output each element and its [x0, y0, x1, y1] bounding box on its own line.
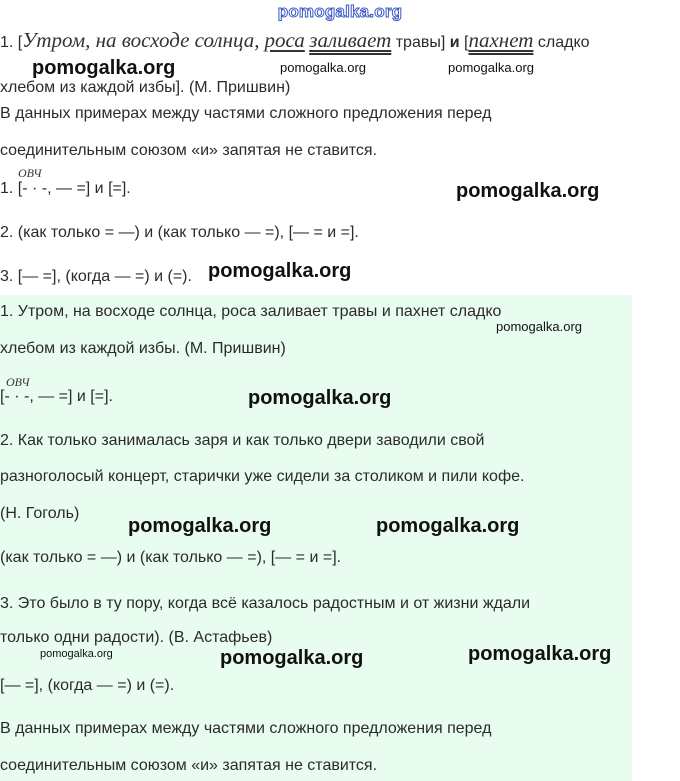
answer-2-scheme: (как только = —) и (как только — =), [— = и =]. — [0, 549, 342, 566]
watermark: pomogalka.org — [248, 387, 392, 409]
watermark: pomogalka.org — [128, 515, 272, 537]
answer-1-scheme-label: ОВЧ — [6, 375, 30, 389]
answer-2-line-3: (Н. Гоголь) — [0, 505, 80, 522]
answer-rule-line-2: соединительным союзом «и» запятая не ставится. — [0, 757, 378, 774]
watermark: pomogalka.org — [496, 319, 582, 334]
watermark: pomogalka.org — [376, 515, 520, 537]
answer-2-line-1: 2. Как только занималась заря и как только двери заводили свой — [0, 432, 485, 449]
predicate-2: пахнет — [468, 28, 534, 52]
scheme-2: 2. (как только = —) и (как только — =), [— = и =]. — [0, 224, 359, 241]
answer-3-scheme: [— =], (когда — =) и (=). — [0, 677, 175, 694]
watermark: pomogalka.org — [40, 648, 113, 660]
watermark: pomogalka.org — [280, 60, 366, 75]
answer-rule-line-1: В данных примерах между частями сложного предложения перед — [0, 720, 492, 737]
rule-line-2: соединительным союзом «и» запятая не ставится. — [0, 142, 378, 159]
rule-line-1: В данных примерах между частями сложного предложения перед — [0, 105, 492, 122]
answer-2-line-2: разноголосый концерт, старички уже сидели за столиком и пили кофе. — [0, 468, 525, 485]
sentence-1-tail: сладко — [533, 34, 590, 51]
scheme-1: 1. [- · -, — =] и [=]. — [0, 180, 131, 197]
adverbial-phrase: Утром, на восходе солнца, — [22, 28, 260, 52]
watermark: pomogalka.org — [208, 260, 352, 282]
answer-1-line-1: 1. Утром, на восходе солнца, роса заливает травы и пахнет сладко — [0, 303, 502, 320]
bracket-open: [ — [459, 34, 469, 51]
object-1: травы] — [391, 34, 450, 51]
watermark: pomogalka.org — [32, 57, 176, 79]
answer-panel — [0, 295, 632, 781]
answer-3-line-2: только одни радости). (В. Астафьев) — [0, 629, 273, 646]
sentence-1-number: 1. [ — [0, 34, 23, 51]
answer-1-scheme: [- · -, — =] и [=]. — [0, 388, 113, 405]
watermark: pomogalka.org — [456, 180, 600, 202]
predicate-1: заливает — [309, 28, 392, 52]
sentence-1-line-2: хлебом из каждой избы]. (М. Пришвин) — [0, 79, 291, 96]
conjunction: и — [449, 34, 460, 51]
watermark: pomogalka.org — [468, 643, 612, 665]
subject-1: роса — [264, 28, 305, 52]
scheme-3: 3. [— =], (когда — =) и (=). — [0, 268, 192, 285]
watermark-top: pomogalka.org — [277, 2, 403, 21]
sentence-1-line-1 — [0, 28, 590, 53]
watermark: pomogalka.org — [220, 647, 364, 669]
scheme-1-label: ОВЧ — [18, 166, 42, 180]
watermark: pomogalka.org — [448, 60, 534, 75]
answer-1-line-2: хлебом из каждой избы. (М. Пришвин) — [0, 340, 286, 357]
answer-3-line-1: 3. Это было в ту пору, когда всё казалось радостным и от жизни ждали — [0, 595, 531, 612]
